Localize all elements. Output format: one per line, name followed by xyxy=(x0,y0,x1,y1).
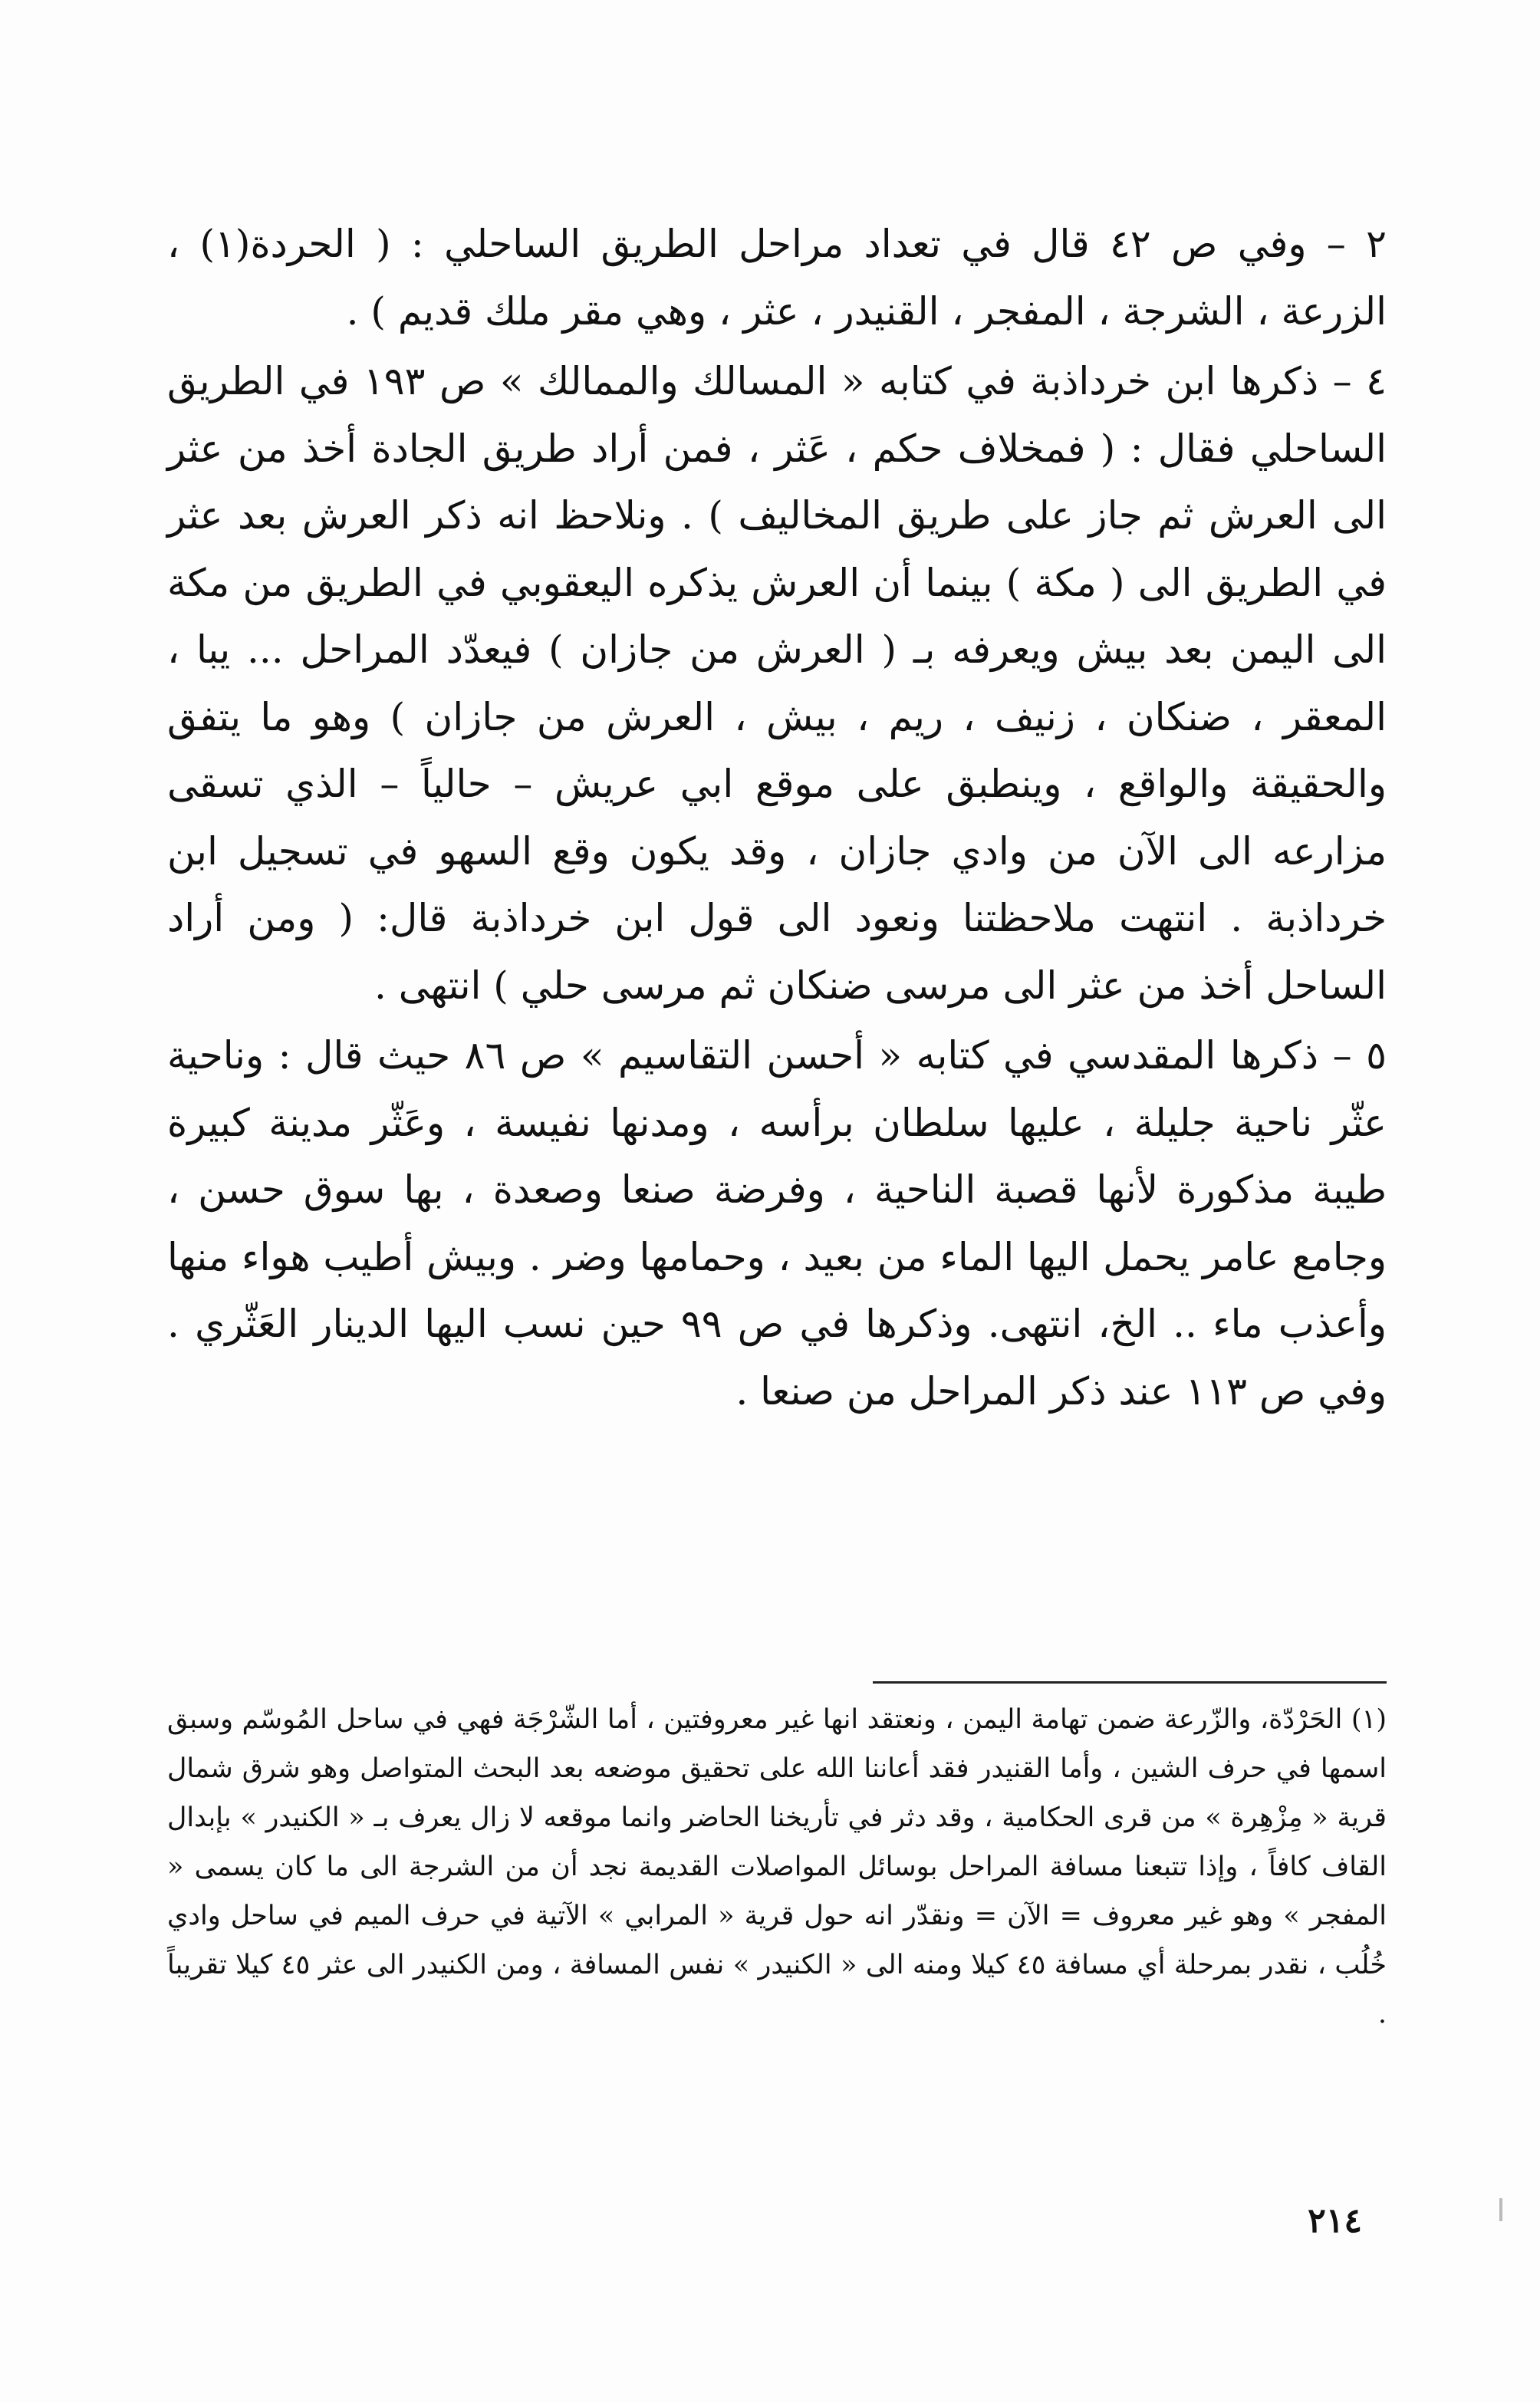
paragraph-item-5: ٥ – ذكرها المقدسي في كتابه « أحسن التقاسيم » ص ٨٦ حيث قال : وناحية عثّر ناحية جليلة ، عليها سلطان برأسه ، ومدنها نفيسة ، وعَثّر مدينة كبيرة طيبة مذكورة لأنها قصبة الناحية ، وفرضة صنعا وصعدة ، بها سوق حسن ، وجامع عامر يحمل اليها الماء من بعيد ، وحمامها وضر . وبيش أطيب هواء منها وأعذب ماء .. الخ، انتهى. وذكرها في ص ٩٩ حين نسب اليها الدينار العَثّري . وفي ص ١١٣ عند ذكر المراحل من صنعا . xyxy=(167,1033,1387,1414)
footnote-block xyxy=(167,1695,1387,2039)
scan-edge-mark xyxy=(1499,2198,1502,2221)
main-text-block xyxy=(167,211,1387,1428)
paragraph-item-2: ٢ – وفي ص ٤٢ قال في تعداد مراحل الطريق الساحلي : ( الحردة(١) ، الزرعة ، الشرجة ، المفجر ، القنيدر ، عثر ، وهي مقر ملك قديم ) . xyxy=(167,222,1387,334)
footnote-divider xyxy=(873,1681,1387,1684)
footnote-text: (١) الحَرْدّة، والزّرعة ضمن تهامة اليمن ، ونعتقد انها غير معروفتين ، أما الشّرْجَة فهي في ساحل المُوسّم وسبق اسمها في حرف الشين ، وأما القنيدر فقد أعاننا الله على تحقيق موضعه بعد البحث المتواصل وهو شرق شمال قرية « مِزْهِرة » من قرى الحكامية ، وقد دثر في تأريخنا الحاضر وانما موقعه لا زال يعرف بـ « الكنيدر » بإبدال القاف كافاً ، وإذا تتبعنا مسافة المراحل بوسائل المواصلات القديمة نجد أن من الشرجة الى ما كان يسمى « المفجر » وهو غير معروف = الآن = ونقدّر انه حول قرية « المرابي » الآتية في حرف الميم في ساحل وادي خُلُب ، نقدر بمرحلة أي مسافة ٤٥ كيلا ومنه الى « الكنيدر » نفس المسافة ، ومن الكنيدر الى عثر ٤٥ كيلا تقريباً . xyxy=(167,1704,1387,2029)
page-number: ٢١٤ xyxy=(1308,2201,1362,2240)
paragraph-item-4: ٤ – ذكرها ابن خرداذبة في كتابه « المسالك والممالك » ص ١٩٣ في الطريق الساحلي فقال : ( فمخلاف حكم ، عَثر ، فمن أراد طريق الجادة أخذ من عثر الى العرش ثم جاز على طريق المخاليف ) . ونلاحظ انه ذكر العرش بعد عثر في الطريق الى ( مكة ) بينما أن العرش يذكره اليعقوبي في الطريق من مكة الى اليمن بعد بيش ويعرفه بـ ( العرش من جازان ) فيعدّد المراحل ... يبا ، المعقر ، ضنكان ، زنيف ، ريم ، بيش ، العرش من جازان ) وهو ما يتفق والحقيقة والواقع ، وينطبق على موقع ابي عريش – حالياً – الذي تسقى مزارعه الى الآن من وادي جازان ، وقد يكون وقع السهو في تسجيل ابن خرداذبة . انتهت ملاحظتنا ونعود الى قول ابن خرداذبة قال: ( ومن أراد الساحل أخذ من عثر الى مرسى ضنكان ثم مرسى حلي ) انتهى . xyxy=(167,359,1387,1008)
